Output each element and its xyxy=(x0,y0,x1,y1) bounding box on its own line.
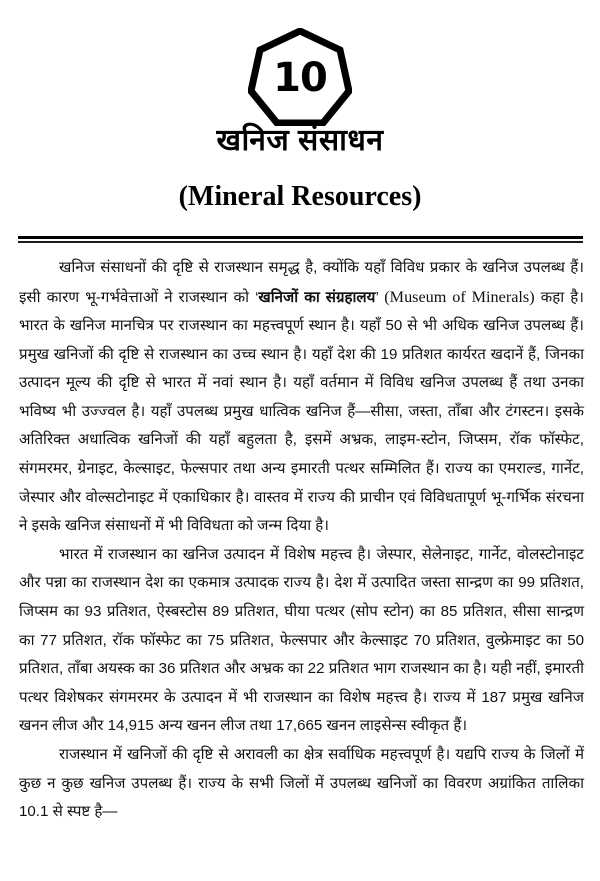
header-divider xyxy=(18,236,583,243)
text-run: कहा है। भारत के खनिज मानचित्र पर राजस्थान का महत्त्वपूर्ण स्थान है। यहाँ 50 से भी अधिक खनिज उपलब्ध हैं। प्रमुख खनिजों की दृष्टि से राजस्थान का उच्च स्थान है। यहाँ देश की 19 प्रतिशत कार्यरत खदानें हैं, जिनका उत्पादन मूल्य की दृष्टि से भारत में नवां स्थान है। यहाँ वर्तमान में विविध खनिज उपलब्ध हैं तथा उनका भविष्य भी उज्ज्वल है। यहाँ उपलब्ध प्रमुख धात्विक खनिज हैं—सीसा, जस्ता, ताँबा और टंगस्टन। इसके अतिरिक्त अधात्विक खनिजों की यहाँ बहुलता है, इसमें अभ्रक, लाइम-स्टोन, जिप्सम, रॉक फॉस्फेट, संगमरमर, ग्रेनाइट, केल्साइट, फेल्सपार तथा अन्य इमारती पत्थर सम्मिलित हैं। राज्य का एमराल्ड, गार्नेट, जेस्पार और वोल्सटोनाइट में एकाधिकार है। वास्तव में राज्य की प्राचीन एवं विविधतापूर्ण भू-गर्भिक संरचना ने इसके खनिज संसाधनों में भी विविधता को जन्म दिया है। xyxy=(19,288,584,535)
emphasis-text: खनिजों का संग्रहालय xyxy=(258,288,376,306)
text-run: भारत में राजस्थान का खनिज उत्पादन में विशेष महत्त्व है। जेस्पार, सेलेनाइट, गार्नेट, वोलस्टोनाइट और पन्ना का राजस्थान देश का एकमात्र उत्पादक राज्य है। देश में उत्पादित जस्ता सान्द्रण का 99 प्रतिशत, जिप्सम का 93 प्रतिशत, ऐस्बस्टोस 89 प्रतिशत, घीया पत्थर (सोप स्टोन) का 85 प्रतिशत, सीसा सान्द्रण का 77 प्रतिशत, रॉक फॉस्फेट का 75 प्रतिशत, फेल्सपार और केल्साइट 70 प्रतिशत, वुल्फ्रेमाइट का 50 प्रतिशत, ताँबा अयस्क का 36 प्रतिशत और अभ्रक का 22 प्रतिशत भाग राजस्थान का है। यही नहीं, इमारती पत्थर विशेषकर संगमरमर के उत्पादन में भी राजस्थान का विशेष महत्त्व है। राज्य में 187 प्रमुख खनिज खनन लीज और 14,915 अन्य खनन लीज तथा 17,665 खनन लाइसेन्स स्वीकृत हैं। xyxy=(19,545,584,735)
text-run: राजस्थान में खनिजों की दृष्टि से अरावली का क्षेत्र सर्वाधिक महत्त्वपूर्ण है। यद्यपि राज्य के जिलों में कुछ न कुछ खनिज उपलब्ध हैं। राज्य के सभी जिलों में उपलब्ध खनिजों का विवरण अग्रांकित तालिका 10.1 से स्पष्ट है— xyxy=(19,746,584,821)
chapter-number: 10 xyxy=(273,54,327,101)
page-title-hindi: खनिज संसाधन xyxy=(216,124,384,157)
text-run: ’ xyxy=(375,288,385,306)
latin-text: (Museum of Minerals) xyxy=(384,287,535,306)
page-title-english: (Mineral Resources) xyxy=(178,180,422,212)
body-text xyxy=(19,254,584,827)
chapter-heptagon-badge xyxy=(248,28,352,126)
paragraph xyxy=(19,541,584,741)
paragraph xyxy=(19,254,584,541)
text-run: खनिज संसाधनों की दृष्टि से राजस्थान समृद्ध है, क्योंकि यहाँ विविध प्रकार के खनिज उपलब्ध हैं। इसी कारण भू-गर्भवेत्ताओं ने राजस्थान को ‘ xyxy=(19,258,584,306)
chapter-badge-container xyxy=(0,0,600,104)
divider-thin-line xyxy=(18,241,583,243)
paragraph xyxy=(19,741,584,827)
